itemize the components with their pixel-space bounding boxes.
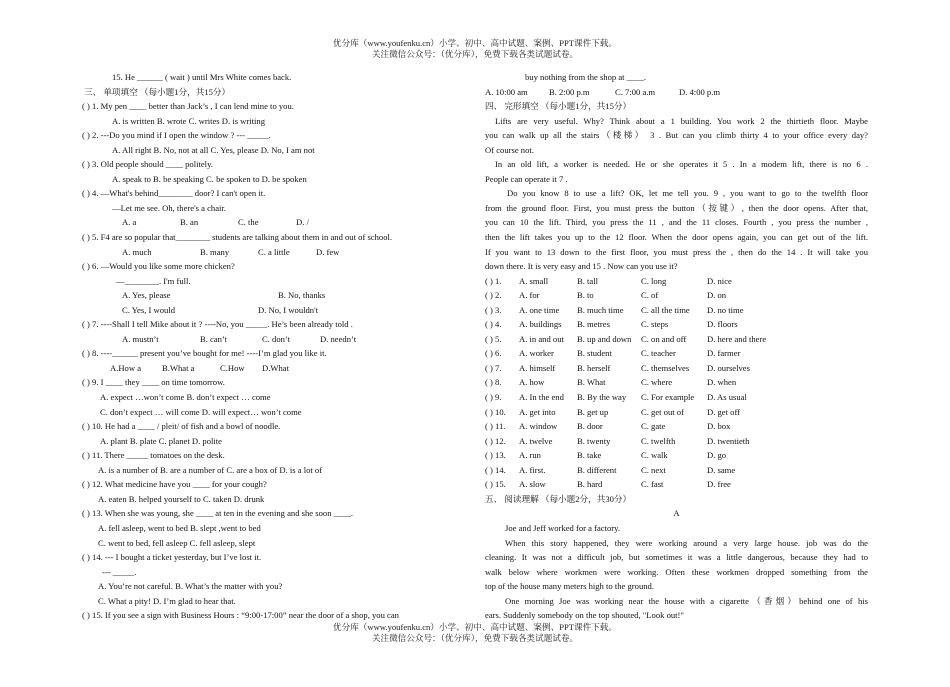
question-3: ( ) 3. Old people should ____ politely.	[82, 159, 213, 170]
option: B. can’t	[200, 333, 228, 344]
option: A. 10:00 am	[485, 86, 528, 97]
passage-letter: A	[673, 508, 680, 519]
question-1: ( ) 1. My pen ____ better than Jack’s , I can lend mine to you.	[82, 101, 294, 112]
option: A. for	[519, 290, 540, 301]
option: C. all the time	[641, 304, 690, 315]
option: C.How	[220, 362, 245, 373]
cloze-line-10: If you want to 13 down to the first floor, you must press the , then do the 14 . It will take you	[485, 246, 868, 257]
option: B. many	[200, 246, 230, 257]
question-6-options-row-1	[82, 288, 467, 303]
page-header	[0, 38, 950, 60]
option: D. when	[707, 377, 737, 388]
option: B. metres	[577, 319, 610, 330]
option: A. first.	[519, 464, 546, 475]
question-10: ( ) 10. He had a ____ / pleit/ of fish and a bowl of noodle.	[82, 421, 281, 432]
question-11: ( ) 11. There _____ tomatoes on the desk.	[82, 450, 225, 461]
option: B. take	[577, 450, 602, 461]
option: A. small	[519, 275, 549, 286]
cloze-item-number: ( ) 9.	[485, 392, 502, 403]
option: C. next	[641, 464, 666, 475]
footer-line-2: 关注微信公众号：（优分库），免费下载各类试题试卷。	[371, 633, 579, 643]
question-5-options	[82, 245, 467, 260]
option: D. get off	[707, 406, 741, 417]
option: D. nice	[707, 275, 732, 286]
option: B. to	[577, 290, 594, 301]
option: A. twelve	[519, 435, 553, 446]
option: B. By the way	[577, 392, 627, 403]
cloze-item-row	[485, 448, 868, 463]
option: D. farmer	[707, 348, 741, 359]
option: A. how	[519, 377, 545, 388]
cloze-item-row	[485, 303, 868, 318]
option: B. twenty	[577, 435, 611, 446]
cloze-item-row	[485, 317, 868, 332]
cloze-line-2: you can walk up all the stairs（楼梯） 3 . But can you climb thirty 4 to your office every day?	[485, 130, 868, 141]
option: A. in and out	[519, 333, 564, 344]
option: A. worker	[519, 348, 554, 359]
cloze-item-number: ( ) 14.	[485, 464, 506, 475]
question-14-dialogue: --- _____.	[102, 566, 137, 577]
option: C. a little	[258, 246, 290, 257]
option: D. same	[707, 464, 736, 475]
cloze-line-4: In an old lift, a worker is needed. He or she operates it 5 . In a modem lift, there is no 6 .	[495, 159, 868, 170]
option: A. run	[519, 450, 541, 461]
verb-question-15: 15. He ______ ( wait ) until Mrs White comes back.	[112, 72, 292, 82]
question-2: ( ) 2. ---Do you mind if I open the window ? --- _____.	[82, 130, 271, 141]
cloze-item-number: ( ) 2.	[485, 290, 502, 301]
option: D. needn’t	[320, 333, 357, 344]
cloze-item-row	[485, 332, 868, 347]
option: C. 7:00 a.m	[615, 86, 656, 97]
option: D. box	[707, 421, 731, 432]
option: A. himself	[519, 362, 556, 373]
page-footer	[0, 622, 950, 644]
option: B. door	[577, 421, 603, 432]
option: B. hard	[577, 479, 603, 490]
option: D. No, I wouldn't	[258, 304, 319, 315]
option: A. one time	[519, 304, 560, 315]
option: B. 2:00 p.m	[549, 86, 590, 97]
option: D. on	[707, 290, 727, 301]
cloze-item-row	[485, 375, 868, 390]
question-15-options	[485, 85, 868, 100]
option: A. In the end	[519, 392, 564, 403]
option: A. a	[122, 217, 137, 228]
question-13-options-row-1: A. fell asleep, went to bed B. slept ,went to bed	[98, 522, 261, 533]
option: C. get out of	[641, 406, 684, 417]
question-15-continued: buy nothing from the shop at ____.	[525, 72, 647, 82]
question-14-options-row-1: A. You’re not careful. B. What’s the matter with you?	[98, 581, 283, 592]
option: D. free	[707, 479, 731, 490]
cloze-item-number: ( ) 5.	[485, 333, 502, 344]
question-2-options: A. All right B. No, not at all C. Yes, please D. No, I am not	[112, 144, 315, 155]
option: D. As usual	[707, 392, 747, 403]
cloze-item-number: ( ) 15.	[485, 479, 506, 490]
reading-line-3: cleaning. It was not a difficult job, but sometimes it was a little dangerous, because they had to	[485, 552, 868, 563]
option: B. up and down	[577, 333, 632, 344]
cloze-item-number: ( ) 6.	[485, 348, 502, 359]
cloze-line-8: you can 10 the lift. Third, you press the 11 , and the 11 closes. Fourth , you press the number ,	[485, 217, 868, 228]
option: C. walk	[641, 450, 668, 461]
question-5: ( ) 5. F4 are so popular that________ students are talking about them in and out of school.	[82, 232, 393, 243]
footer-line-1: 优分库（www.youfenku.cn）小学、初中、高中试题、案例、PPT课件下载。	[333, 622, 617, 632]
option: D. no time	[707, 304, 744, 315]
option: C. For example	[641, 392, 695, 403]
option: C. on and off	[641, 333, 687, 344]
option: C. Yes, I would	[122, 304, 176, 315]
cloze-item-number: ( ) 4.	[485, 319, 502, 330]
right-column	[485, 70, 868, 623]
cloze-item-number: ( ) 1.	[485, 275, 502, 286]
question-14: ( ) 14. --- I bought a ticket yesterday, but I’ve lost it.	[82, 552, 262, 563]
cloze-item-row	[485, 390, 868, 405]
option: B. an	[180, 217, 199, 228]
cloze-item-row	[485, 434, 868, 449]
cloze-item-number: ( ) 11.	[485, 421, 506, 432]
question-4: ( ) 4. —What's behind________ door? I can't open it.	[82, 188, 266, 199]
cloze-item-row	[485, 463, 868, 478]
option: C. where	[641, 377, 673, 388]
question-4-options	[82, 215, 467, 230]
cloze-line-7: from the ground floor. First, you must press the button（按键）, then the door opens. After that,	[485, 202, 868, 213]
reading-line-1: Joe and Jeff worked for a factory.	[505, 522, 621, 533]
option: A. buildings	[519, 319, 562, 330]
cloze-line-1: Lifts are very useful. Why? Think about a 1 building. You work 2 the thirtieth floor. Maybe	[495, 115, 868, 126]
cloze-item-number: ( ) 3.	[485, 304, 502, 315]
section-3-heading: 三、 单项填空 （每小题1分，共15分）	[84, 86, 231, 97]
cloze-item-row	[485, 274, 868, 289]
cloze-line-3: Of course not.	[485, 144, 534, 155]
question-3-options: A. speak to B. be speaking C. be spoken to D. be spoken	[112, 173, 307, 184]
option: B. What	[577, 377, 606, 388]
option: A. window	[519, 421, 558, 432]
cloze-item-number: ( ) 13.	[485, 450, 506, 461]
question-15: ( ) 15. If you see a sign with Business Hours : “9:00-17:00” near the door of a shop, you can	[82, 610, 399, 621]
option: C. fast	[641, 479, 664, 490]
cloze-item-number: ( ) 12.	[485, 435, 506, 446]
cloze-item-row	[485, 361, 868, 376]
section-5-heading: 五、 阅读理解 （每小题2分，共30分）	[485, 493, 632, 504]
option: B. No, thanks	[278, 290, 326, 301]
question-9-options-row-1: A. expect …won’t come B. don’t expect … come	[100, 392, 271, 403]
option: D. floors	[707, 319, 738, 330]
option: C. twelfth	[641, 435, 676, 446]
cloze-line-5: People can operate it 7 .	[485, 173, 568, 184]
reading-line-4: walk below where workmen were working. Often these workmen dropped something from the	[485, 566, 868, 577]
option: C. of	[641, 290, 659, 301]
cloze-item-row	[485, 346, 868, 361]
reading-line-5: top of the house many meters high to the ground.	[485, 581, 654, 592]
option: D. /	[296, 217, 309, 228]
cloze-item-row	[485, 477, 868, 492]
option: D. ourselves	[707, 362, 750, 373]
option: C. long	[641, 275, 667, 286]
option: D. few	[316, 246, 340, 257]
question-1-options: A. is written B. wrote C. writes D. is writing	[112, 115, 266, 126]
question-9-options-row-2: C. don’t expect … will come D. will expect… won’t come	[100, 406, 302, 417]
cloze-item-number: ( ) 10.	[485, 406, 506, 417]
option: C. teacher	[641, 348, 676, 359]
cloze-item-number: ( ) 7.	[485, 362, 502, 373]
question-7: ( ) 7. ----Shall I tell Mike about it ? ----No, you _____. He’s been already told .	[82, 319, 353, 330]
cloze-item-row	[485, 405, 868, 420]
reading-line-7: ears. Suddenly somebody on the top shouted, "Look out!"	[485, 610, 684, 621]
left-column	[82, 70, 467, 623]
question-11-options: A. is a number of B. are a number of C. are a box of D. is a lot of	[98, 464, 323, 475]
option: B. different	[577, 464, 617, 475]
cloze-item-row	[485, 288, 868, 303]
question-6: ( ) 6. —Would you like some more chicken?	[82, 261, 235, 272]
option: D. 4:00 p.m	[679, 86, 721, 97]
question-6-options-row-2	[82, 303, 467, 318]
option: C. the	[238, 217, 259, 228]
option: C. themselves	[641, 362, 690, 373]
option: C. steps	[641, 319, 669, 330]
cloze-line-6: Do you know 8 to use a lift? OK, let me tell you. 9 , you want to go to the twelfth floor	[507, 188, 868, 199]
question-12: ( ) 12. What medicine have you ____ for your cough?	[82, 479, 267, 490]
reading-line-2: When this story happened, they were working around a very large house. job was do the	[505, 537, 868, 548]
option: B. tall	[577, 275, 599, 286]
header-line-1: 优分库（www.youfenku.cn）小学、初中、高中试题、案例、PPT课件下载。	[333, 38, 617, 48]
cloze-item-number: ( ) 8.	[485, 377, 502, 388]
question-13: ( ) 13. When she was young, she ____ at ten in the evening and she soon ____.	[82, 508, 353, 519]
question-4-dialogue: —Let me see. Oh, there's a chair.	[112, 202, 226, 213]
question-14-options-row-2: C. What a pity! D. I’m glad to hear that.	[98, 595, 236, 606]
option: B. herself	[577, 362, 611, 373]
cloze-line-9: then the lift takes you up to the 12 floor. When the door opens again, you can get out of the lift.	[485, 232, 868, 243]
option: D. twentieth	[707, 435, 750, 446]
option: A. mustn’t	[122, 333, 159, 344]
option: A.How a	[110, 362, 142, 373]
question-9: ( ) 9. I ____ they ____ on time tomorrow.	[82, 377, 225, 388]
option: D. here and there	[707, 333, 767, 344]
question-13-options-row-2: C. went to bed, fell asleep C. fell asleep, slept	[98, 537, 256, 548]
option: B. student	[577, 348, 612, 359]
header-line-2: 关注微信公众号：（优分库），免费下载各类试题试卷。	[371, 49, 579, 59]
question-8: ( ) 8. ----______ present you’ve bought for me! ----I’m glad you like it.	[82, 348, 327, 359]
option: A. much	[122, 246, 152, 257]
cloze-answer-options	[485, 274, 868, 492]
option: C. don’t	[262, 333, 291, 344]
option: C. gate	[641, 421, 666, 432]
option: D.What	[262, 362, 289, 373]
cloze-line-11: down there. It is very easy and 15 . Now can you use it?	[485, 261, 678, 272]
option: D. go	[707, 450, 727, 461]
reading-line-6: One morning Joe was working near the house with a cigarette（香烟）behind one of his	[505, 595, 868, 606]
question-8-options	[82, 361, 467, 376]
section-4-heading: 四、 完形填空 （每小题1分，共15分）	[485, 101, 632, 112]
option: B. much time	[577, 304, 624, 315]
cloze-item-row	[485, 419, 868, 434]
question-12-options: A. eaten B. helped yourself to C. taken D. drunk	[98, 493, 265, 504]
option: B. get up	[577, 406, 609, 417]
option: A. Yes, please	[122, 290, 171, 301]
question-7-options	[82, 332, 467, 347]
option: B.What a	[162, 362, 195, 373]
question-6-dialogue: —________. I'm full.	[116, 275, 191, 286]
question-10-options: A. plant B. plate C. planet D. polite	[100, 435, 222, 446]
option: A. get into	[519, 406, 556, 417]
option: A. slow	[519, 479, 546, 490]
